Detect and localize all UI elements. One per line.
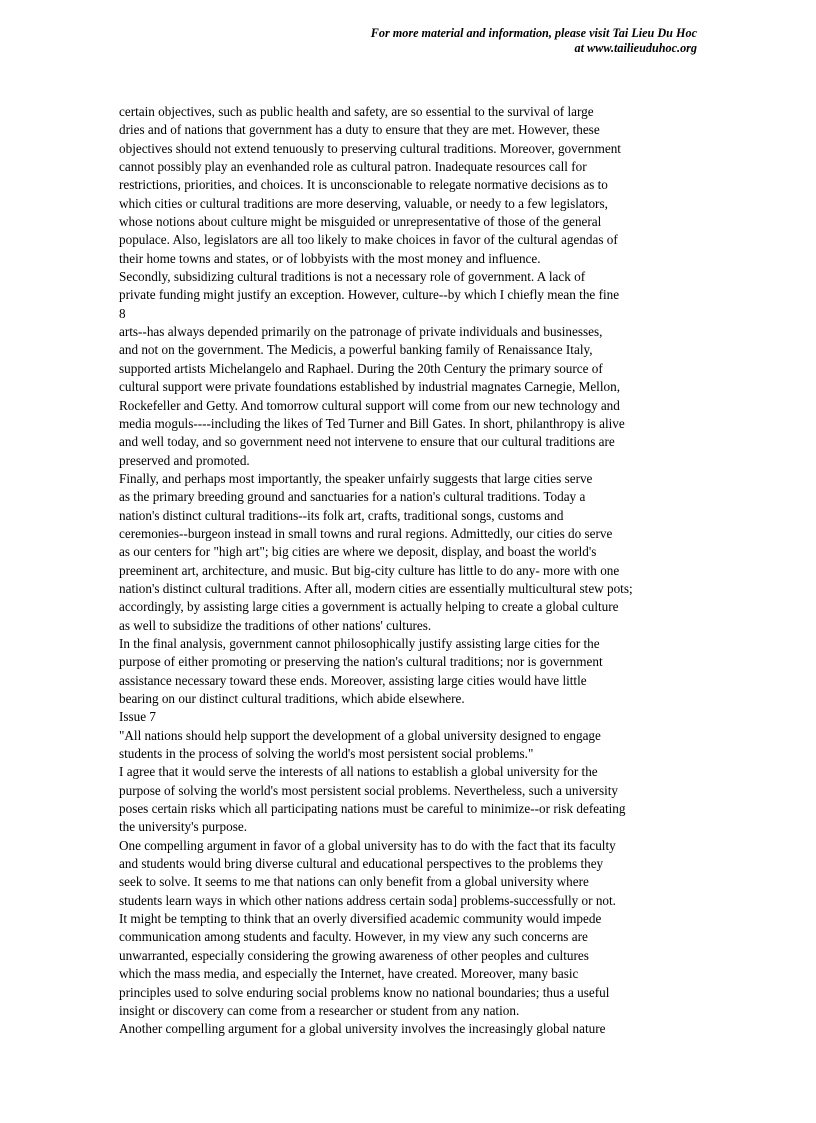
text-line: In the final analysis, government cannot philosophically justify assisting large cities for the	[119, 635, 600, 651]
text-line: the university's purpose.	[119, 819, 248, 835]
text-line: as well to subsidize the traditions of other nations' cultures.	[119, 617, 432, 633]
document-body	[119, 103, 719, 1039]
text-line: purpose of either promoting or preserving the nation's cultural traditions; nor is government	[119, 654, 603, 670]
page-header	[177, 26, 697, 55]
text-line: students in the process of solving the world's most persistent social problems."	[119, 746, 534, 762]
text-line: supported artists Michelangelo and Raphael. During the 20th Century the primary source of	[119, 360, 603, 376]
text-line: Another compelling argument for a global university involves the increasingly global nature	[119, 1021, 606, 1037]
text-line: which the mass media, and especially the Internet, have created. Moreover, many basic	[119, 966, 579, 982]
text-line: assistance necessary toward these ends. Moreover, assisting large cities would have little	[119, 672, 587, 688]
text-line: unwarranted, especially considering the growing awareness of other peoples and cultures	[119, 947, 589, 963]
text-line: arts--has always depended primarily on the patronage of private individuals and businesses,	[119, 324, 603, 340]
text-line: communication among students and faculty. However, in my view any such concerns are	[119, 929, 588, 945]
text-line: poses certain risks which all participating nations must be careful to minimize--or risk defeating	[119, 801, 626, 817]
text-line: 8	[119, 305, 126, 321]
text-line: objectives should not extend tenuously to preserving cultural traditions. Moreover, government	[119, 140, 621, 156]
text-line: as the primary breeding ground and sanctuaries for a nation's cultural traditions. Today a	[119, 489, 586, 505]
text-line: and students would bring diverse cultural and educational perspectives to the problems they	[119, 856, 604, 872]
text-line: accordingly, by assisting large cities a government is actually helping to create a global culture	[119, 599, 619, 615]
text-line: certain objectives, such as public health and safety, are so essential to the survival of large	[119, 104, 594, 119]
text-line: principles used to solve enduring social problems know no national boundaries; thus a useful	[119, 984, 610, 1000]
text-line: media moguls----including the likes of Ted Turner and Bill Gates. In short, philanthropy is alive	[119, 415, 625, 431]
text-line: and not on the government. The Medicis, a powerful banking family of Renaissance Italy,	[119, 342, 593, 358]
text-line: dries and of nations that government has a duty to ensure that they are met. However, these	[119, 122, 600, 138]
text-line: ceremonies--burgeon instead in small towns and rural regions. Admittedly, our cities do serve	[119, 525, 613, 541]
text-line: preeminent art, architecture, and music. But big-city culture has little to do any- more with one	[119, 562, 620, 578]
text-line: which cities or cultural traditions are more deserving, valuable, or needy to a few legislators,	[119, 195, 608, 211]
text-line: cultural support were private foundations established by industrial magnates Carnegie, Mellon,	[119, 379, 620, 395]
text-line: It might be tempting to think that an overly diversified academic community would impede	[119, 911, 602, 927]
text-line: nation's distinct cultural traditions. After all, modern cities are essentially multicultural stew pots;	[119, 580, 633, 596]
text-line: preserved and promoted.	[119, 452, 250, 468]
text-line: cannot possibly play an evenhanded role as cultural patron. Inadequate resources call for	[119, 159, 587, 175]
text-line: Rockefeller and Getty. And tomorrow cultural support will come from our new technology and	[119, 397, 620, 413]
text-line: students learn ways in which other nations address certain soda] problems-successfully or not.	[119, 892, 616, 908]
text-line: purpose of solving the world's most persistent social problems. Nevertheless, such a university	[119, 782, 619, 798]
text-line: their home towns and states, or of lobbyists with the most money and influence.	[119, 250, 541, 266]
text-line: "All nations should help support the development of a global university designed to engage	[119, 727, 601, 743]
text-line: nation's distinct cultural traditions--its folk art, crafts, traditional songs, customs and	[119, 507, 564, 523]
text-line: Finally, and perhaps most importantly, the speaker unfairly suggests that large cities serve	[119, 470, 593, 486]
text-line: bearing on our distinct cultural traditions, which abide elsewhere.	[119, 691, 465, 706]
text-line: whose notions about culture might be misguided or unrepresentative of those of the general	[119, 214, 602, 230]
text-line: populace. Also, legislators are all too likely to make choices in favor of the cultural agendas of	[119, 232, 618, 248]
text-line: private funding might justify an exception. However, culture--by which I chiefly mean the fine	[119, 287, 620, 303]
text-line: One compelling argument in favor of a global university has to do with the fact that its faculty	[119, 837, 616, 853]
text-line: restrictions, priorities, and choices. It is unconscionable to relegate normative decisions as to	[119, 177, 608, 193]
text-line: I agree that it would serve the interests of all nations to establish a global university for the	[119, 764, 598, 780]
text-line: insight or discovery can come from a researcher or student from any nation.	[119, 1002, 520, 1018]
text-line: as our centers for "high art"; big cities are where we deposit, display, and boast the world's	[119, 544, 597, 560]
text-line: seek to solve. It seems to me that nations can only benefit from a global university where	[119, 874, 589, 890]
text-line: Secondly, subsidizing cultural traditions is not a necessary role of government. A lack of	[119, 269, 586, 285]
header-line-1: For more material and information, please visit Tai Lieu Du Hoc	[370, 26, 697, 40]
header-line-2: at www.tailieuduhoc.org	[574, 40, 697, 55]
text-line: and well today, and so government need not intervene to ensure that our cultural traditions are	[119, 434, 615, 450]
text-line: Issue 7	[119, 709, 156, 725]
